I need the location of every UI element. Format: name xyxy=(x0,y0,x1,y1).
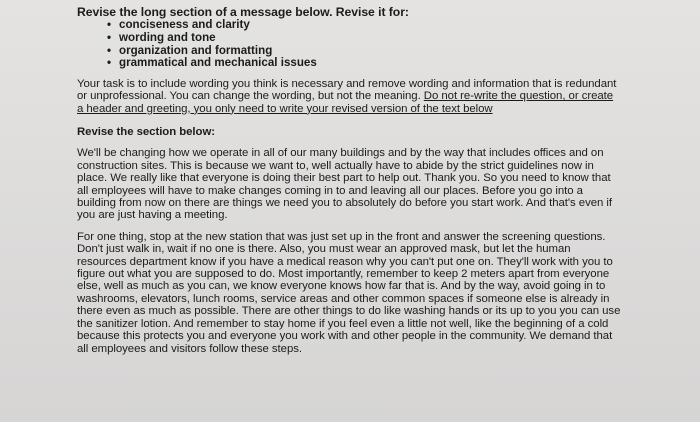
message-paragraph-1: We'll be changing how we operate in all of our many buildings and by the way that includes offices and on construction sites. This is because we want to, well actually have to abide by the strict guidelines now in place. We really like that everyone is doing their best part to help out. Thank you. So you need to know that all employees will have to make changes coming in to and leaving all our places. Before you go into a building from now on there are things we need you to absolutely do before you start work. And that's even if you are just having a meeting. xyxy=(77,147,612,222)
section-heading: Revise the section below: xyxy=(77,126,216,138)
criteria-item: • conciseness and clarity xyxy=(107,18,250,32)
bullet-icon: • xyxy=(107,31,112,44)
task-instructions xyxy=(77,78,622,115)
criteria-item: • organization and formatting xyxy=(107,43,273,57)
criteria-item: • grammatical and mechanical issues xyxy=(107,56,317,70)
task-text: Your task is to include wording you think is necessary and remove wording and information that is redundant or unprofessional. You can change the wording, but not the meaning. xyxy=(77,77,617,103)
bullet-icon: • xyxy=(107,43,112,57)
instructions-heading: Revise the long section of a message below. Revise it for: xyxy=(77,5,409,19)
assignment-text xyxy=(77,6,622,355)
bullet-icon: • xyxy=(107,18,112,32)
revision-criteria-list xyxy=(77,19,622,69)
criteria-item: • wording and tone xyxy=(107,31,216,44)
message-paragraph-2: For one thing, stop at the new station that was just set up in the front and answer the screening questions. Don't just walk in, wait if no one is there. Also, you must wear an approved mask, but let the human resources department know if you have a medical reason why you can't put one on. They'll work with you to figure out what you are supposed to do. Most importantly, remember to keep 2 meters apart from everyone else, well as much as you can, we know everyone knows how far that is. And by the way, avoid going in to washrooms, elevators, lunch rooms, service areas and other common spaces if someone else is already in there even as much as possible. There are other things to do like washing hands or its up to you you can use the sanitizer lotion. And remember to stay home if you feel even a little not well, like the beginning of a cold because this protects you and everyone you work with and other people in the community. We demand that all employees and visitors follow these steps. xyxy=(77,230,621,355)
bullet-icon: • xyxy=(107,56,112,70)
task-underlined-note: Do not re-write the question, or create a header and greeting, you only need to write your revised version of the text below xyxy=(77,90,614,115)
